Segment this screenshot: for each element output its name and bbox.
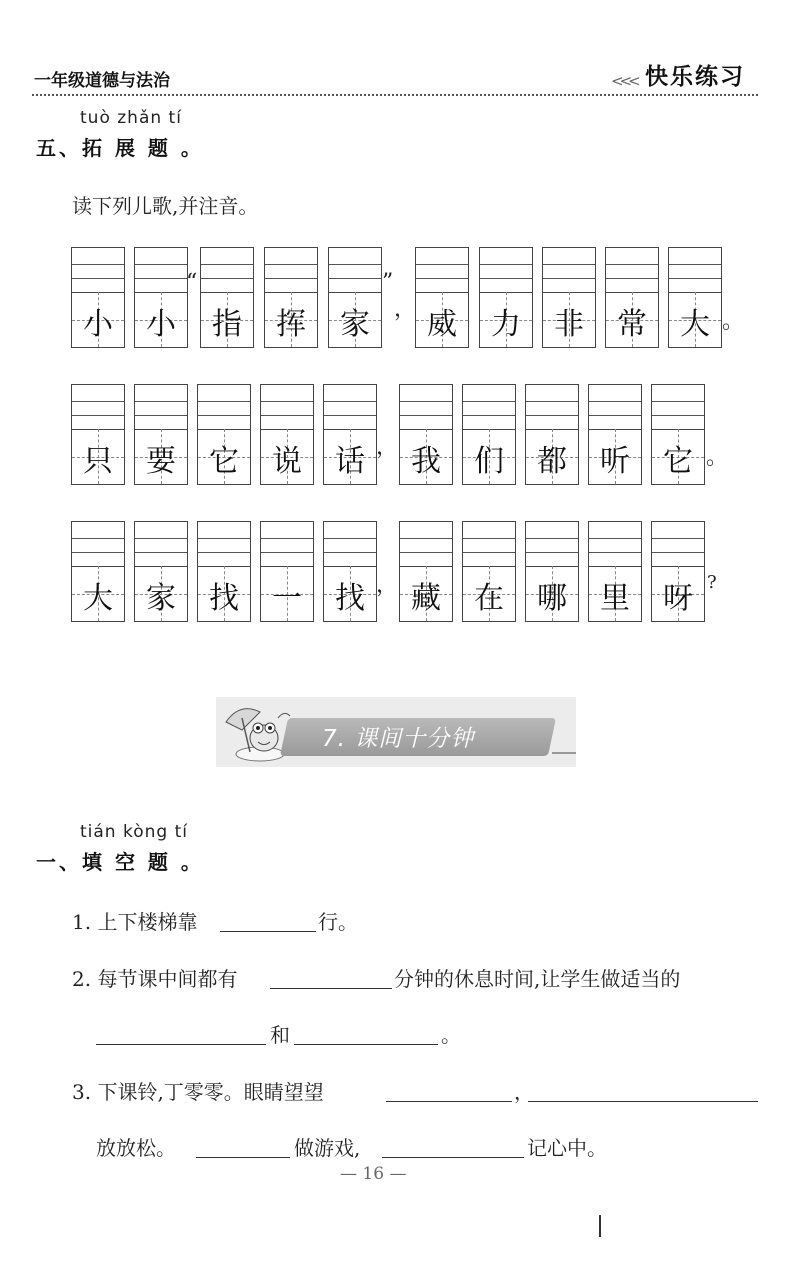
section5-heading: 五、拓 展 题 。 xyxy=(36,136,204,160)
writing-cell[interactable] xyxy=(479,247,533,348)
writing-cell[interactable] xyxy=(71,384,125,485)
hanzi-character: 非 xyxy=(554,307,584,342)
answer-blank-6[interactable] xyxy=(528,1101,758,1102)
question-1-text-end: 行。 xyxy=(318,910,358,934)
hanzi-character: 说 xyxy=(272,444,302,479)
writing-cell[interactable] xyxy=(197,521,251,622)
comma-mark: ， xyxy=(394,297,417,322)
question-2-text-mid: 分钟的休息时间,让学生做适当的 xyxy=(394,967,681,991)
question-3-text-2: 放放松。 xyxy=(96,1136,176,1160)
question-2-text: 2. 每节课中间都有 xyxy=(72,967,238,991)
writing-cell[interactable] xyxy=(651,521,705,622)
header-divider xyxy=(32,94,758,96)
hanzi-character: 大 xyxy=(83,581,113,616)
writing-cell[interactable] xyxy=(399,384,453,485)
brand-title: 快乐练习 xyxy=(645,64,745,90)
writing-cell[interactable] xyxy=(462,521,516,622)
hanzi-character: 常 xyxy=(617,307,647,342)
writing-cell[interactable] xyxy=(542,247,596,348)
writing-cell[interactable] xyxy=(525,384,579,485)
comma-mark: ， xyxy=(376,573,399,598)
hanzi-character: 在 xyxy=(474,581,504,616)
answer-blank-3[interactable] xyxy=(96,1044,266,1045)
writing-cell[interactable] xyxy=(415,247,469,348)
question-3-text-end: 记心中。 xyxy=(527,1136,607,1160)
hanzi-character: 家 xyxy=(340,307,370,342)
hanzi-character: 它 xyxy=(209,444,239,479)
writing-cell[interactable] xyxy=(323,521,377,622)
hanzi-character: 只 xyxy=(83,444,113,479)
answer-blank-8[interactable] xyxy=(382,1157,524,1158)
question-3-comma: ， xyxy=(514,1080,534,1104)
writing-cell[interactable] xyxy=(525,521,579,622)
close-quote-mark: ” xyxy=(382,270,394,295)
writing-cell[interactable] xyxy=(260,521,314,622)
hanzi-character: 都 xyxy=(537,444,567,479)
writing-cell[interactable] xyxy=(71,247,125,348)
hanzi-character: 威 xyxy=(427,307,457,342)
hanzi-character: 藏 xyxy=(411,581,441,616)
hanzi-character: 里 xyxy=(600,581,630,616)
hanzi-character: 听 xyxy=(600,444,630,479)
chevron-decoration-icon: <<< xyxy=(611,72,637,90)
hanzi-character: 们 xyxy=(474,444,504,479)
hanzi-character: 挥 xyxy=(276,307,306,342)
question-2-text-end: 。 xyxy=(441,1023,461,1047)
question-3-text-3: 做游戏, xyxy=(294,1136,361,1160)
writing-cell[interactable] xyxy=(200,247,254,348)
writing-cell[interactable] xyxy=(328,247,382,348)
question-mark: ? xyxy=(707,572,717,593)
question-1-text: 1. 上下楼梯靠 xyxy=(72,910,198,934)
writing-cell[interactable] xyxy=(605,247,659,348)
writing-cell[interactable] xyxy=(588,384,642,485)
hanzi-character: 小 xyxy=(83,307,113,342)
hanzi-character: 它 xyxy=(663,444,693,479)
hanzi-character: 小 xyxy=(146,307,176,342)
writing-cell[interactable] xyxy=(399,521,453,622)
page-number: — 16 — xyxy=(340,1164,407,1184)
answer-blank-2[interactable] xyxy=(270,988,392,989)
period-mark: 。 xyxy=(706,445,729,470)
section5-pinyin: tuò zhǎn tí xyxy=(80,108,182,128)
section5-instruction: 读下列儿歌,并注音。 xyxy=(72,194,259,218)
hanzi-character: 找 xyxy=(209,581,239,616)
writing-cell[interactable] xyxy=(71,521,125,622)
writing-cell[interactable] xyxy=(651,384,705,485)
subject-title: 一年级道德与法治 xyxy=(34,71,170,91)
writing-cell[interactable] xyxy=(588,521,642,622)
open-quote-mark: “ xyxy=(186,270,198,295)
period-mark: 。 xyxy=(722,309,745,334)
section1-heading: 一、填 空 题 。 xyxy=(36,850,204,874)
hanzi-character: 大 xyxy=(680,307,710,342)
hanzi-character: 家 xyxy=(146,581,176,616)
writing-cell[interactable] xyxy=(264,247,318,348)
writing-cell[interactable] xyxy=(134,384,188,485)
hanzi-character: 哪 xyxy=(537,581,567,616)
hanzi-character: 一 xyxy=(272,581,302,616)
comma-mark: ， xyxy=(376,435,399,460)
question-3-text: 3. 下课铃,丁零零。眼睛望望 xyxy=(72,1080,324,1104)
writing-cell[interactable] xyxy=(197,384,251,485)
answer-blank-4[interactable] xyxy=(294,1044,438,1045)
answer-blank-7[interactable] xyxy=(196,1157,290,1158)
question-2-text-and: 和 xyxy=(270,1023,290,1047)
writing-cell[interactable] xyxy=(260,384,314,485)
hanzi-character: 指 xyxy=(212,307,242,342)
writing-cell[interactable] xyxy=(134,247,188,348)
writing-cell[interactable] xyxy=(134,521,188,622)
answer-blank-1[interactable] xyxy=(220,931,316,932)
writing-cell[interactable] xyxy=(668,247,722,348)
lesson-title: 7. 课间十分钟 xyxy=(322,726,475,752)
writing-cell[interactable] xyxy=(462,384,516,485)
answer-blank-5[interactable] xyxy=(386,1101,512,1102)
hanzi-character: 找 xyxy=(335,581,365,616)
writing-cell[interactable] xyxy=(323,384,377,485)
section1-pinyin: tián kòng tí xyxy=(80,822,188,842)
banner-underline xyxy=(552,752,576,754)
hanzi-character: 呀 xyxy=(663,581,693,616)
margin-mark xyxy=(599,1215,601,1237)
hanzi-character: 力 xyxy=(491,307,521,342)
hanzi-character: 我 xyxy=(411,444,441,479)
hanzi-character: 要 xyxy=(146,444,176,479)
hanzi-character: 话 xyxy=(335,444,365,479)
